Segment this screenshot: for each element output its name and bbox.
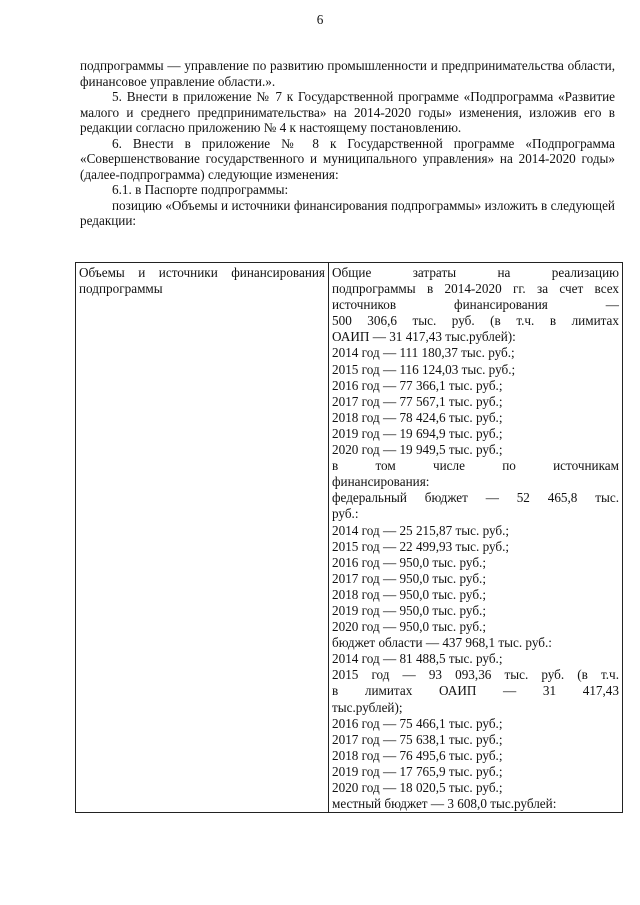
paragraph-5: позицию «Объемы и источники финансирования подпрограммы» изложить в следующей редакции:: [80, 197, 615, 228]
funding-line: источников финансирования —: [332, 297, 619, 313]
funding-line: местный бюджет — 3 608,0 тыс.рублей:: [332, 796, 557, 812]
funding-line: 2017 год — 950,0 тыс. руб.;: [332, 570, 487, 586]
funding-line: тыс.рублей);: [332, 699, 403, 715]
funding-line: руб.:: [332, 506, 359, 522]
paragraph-1: подпрограммы — управление по развитию промышленности и предпринимательства области, финансовое управление области.».: [80, 58, 615, 89]
funding-line: 2019 год — 950,0 тыс. руб.;: [332, 602, 487, 618]
funding-line: в лимитах ОАИП — 31 417,43: [332, 683, 619, 699]
funding-line: 2015 год — 116 124,03 тыс. руб.;: [332, 361, 516, 377]
funding-line: 2019 год — 17 765,9 тыс. руб.;: [332, 763, 503, 779]
funding-line: 2016 год — 75 466,1 тыс. руб.;: [332, 715, 503, 731]
funding-line: 2018 год — 950,0 тыс. руб.;: [332, 586, 487, 602]
funding-line: 2017 год — 77 567,1 тыс. руб.;: [332, 393, 503, 409]
paragraph-4: 6.1. в Паспорте подпрограммы:: [112, 182, 289, 197]
funding-table: [75, 262, 623, 813]
table-cell-funding-details: [329, 263, 623, 813]
paragraph-2: 5. Внести в приложение № 7 к Государственной программе «Подпрограмма «Развитие малого и среднего предпринимательства» на 2014-2020 годы» изменения, изложив его в редакции согласно приложению № 4 к настоящему постановлению.: [80, 89, 615, 135]
funding-line: 2019 год — 19 694,9 тыс. руб.;: [332, 425, 503, 441]
funding-line: федеральный бюджет — 52 465,8 тыс.: [332, 490, 619, 506]
funding-line: 500 306,6 тыс. руб. (в т.ч. в лимитах: [332, 313, 619, 329]
funding-line: 2020 год — 18 020,5 тыс. руб.;: [332, 780, 503, 795]
paragraph-3: 6. Внести в приложение № 8 к Государственной программе «Подпрограмма «Совершенствование государственного и муниципального управления» на 2014-2020 годы» (далее-подпрограмма) следующие изменения:: [80, 135, 615, 182]
funding-line: 2017 год — 75 638,1 тыс. руб.;: [332, 731, 503, 747]
funding-line: финансирования:: [332, 474, 430, 490]
table-row: [76, 263, 623, 813]
funding-line: 2015 год — 93 093,36 тыс. руб. (в т.ч.: [332, 667, 619, 683]
funding-line: 2014 год — 81 488,5 тыс. руб.;: [332, 651, 503, 667]
funding-line: 2016 год — 950,0 тыс. руб.;: [332, 554, 487, 570]
page-number: 6: [316, 12, 324, 27]
funding-line: Общие затраты на реализацию: [332, 265, 619, 280]
funding-line: 2018 год — 76 495,6 тыс. руб.;: [332, 747, 503, 763]
funding-line: в том числе по источникам: [332, 458, 619, 474]
funding-line: подпрограммы в 2014-2020 гг. за счет всех: [332, 281, 619, 297]
funding-line: 2014 год — 25 215,87 тыс. руб.;: [332, 522, 510, 538]
funding-line: 2015 год — 22 499,93 тыс. руб.;: [332, 538, 510, 554]
funding-line: 2014 год — 111 180,37 тыс. руб.;: [332, 345, 515, 361]
document-body: [80, 58, 615, 229]
funding-line: 2018 год — 78 424,6 тыс. руб.;: [332, 409, 503, 425]
funding-line: 2016 год — 77 366,1 тыс. руб.;: [332, 377, 503, 393]
funding-line: ОАИП — 31 417,43 тыс.рублей):: [332, 329, 516, 345]
table-cell-label: Объемы и источники финансирования подпрограммы: [76, 263, 329, 813]
funding-line: 2020 год — 950,0 тыс. руб.;: [332, 619, 487, 635]
funding-line: 2020 год — 19 949,5 тыс. руб.;: [332, 442, 503, 458]
funding-line: бюджет области — 437 968,1 тыс. руб.:: [332, 635, 552, 651]
